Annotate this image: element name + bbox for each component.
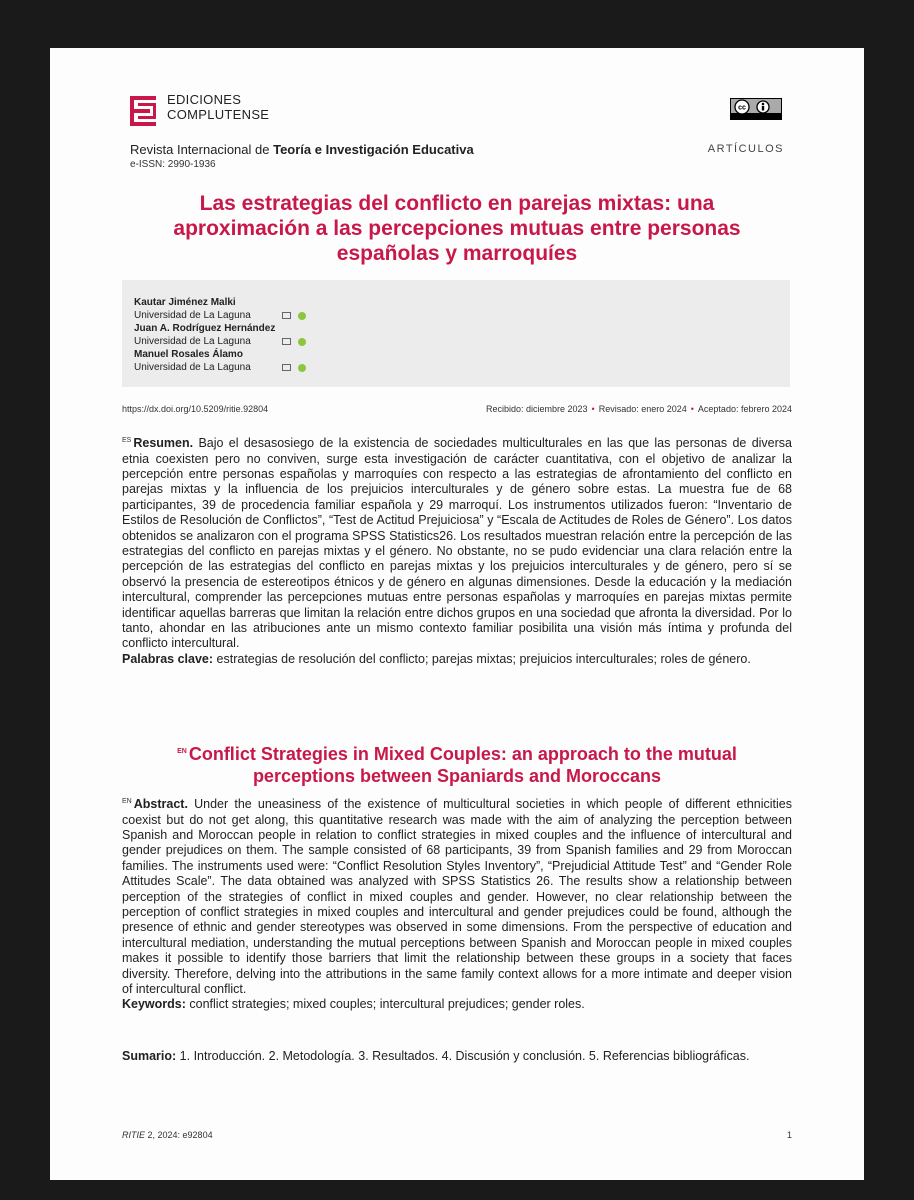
email-icon[interactable] [282, 338, 291, 345]
date-revised: Revisado: enero 2024 [598, 404, 687, 414]
abstract-es-text: Bajo el desasosiego de la existencia de sociedades multiculturales en las que las personas de diversa etnia coexisten pero no conviven, surge esta investigación de carácter cuantitativa, con el objetivo de analizar la percepción entre personas españolas y marroquíes con respecto a las estrategias de afrontamiento del conflicto en parejas mixtas y la influencia de los prejuicios interculturales y de género sobre estas. La muestra fue de 68 participantes, 39 de procedencia familiar española y 29 marroquí. Los instrumentos utilizados fueron: “Inventario de Estilos de Resolución de Conflictos”, “Test de Actitud Prejuiciosa” y “Escala de Actitudes de Roles de Género”. Los datos obtenidos se analizaron con el programa SPSS Statistics26. Los resultados muestran relación entre la percepción de las estrategias del conflicto en parejas mixtas y el género. No obstante, no se pudo evidenciar una clara relación entre la percepción de las estrategias del conflicto en parejas mixtas y los prejuicios interculturales y de género, pero sí se observó la presencia de estereotipos étnicos y de género en algunas dimensiones. Desde la educación y la mediación intercultural, comprender las percepciones mutuas entre personas españolas y marroquíes en parejas mixtas permite identificar aquellas barreras que limitan la relación entre dichos grupos en una sociedad que afronta la diversidad. Por lo tanto, ahondar en las atribuciones ante un mismo contexto familiar posibilita una visión más íntima y profunda del conflicto intercultural. [122, 436, 792, 651]
page-number: 1 [786, 1130, 792, 1140]
keywords-en: conflict strategies; mixed couples; intercultural prejudices; gender roles. [189, 997, 585, 1012]
journal-name-bold: Teoría e Investigación Educativa [273, 142, 474, 157]
author-affiliation: Universidad de La Laguna [134, 336, 251, 347]
author-affiliation: Universidad de La Laguna [134, 362, 251, 373]
date-accepted: Aceptado: febrero 2024 [697, 404, 792, 414]
footer-citation-text: 2, 2024: e92804 [145, 1130, 213, 1140]
summary-label: Sumario: [122, 1049, 177, 1063]
article-page [50, 48, 864, 1180]
summary [122, 1049, 792, 1064]
footer-citation [122, 1130, 213, 1140]
author-name: Manuel Rosales Álamo [134, 349, 243, 360]
email-icon[interactable] [282, 364, 291, 371]
article-title: Las estrategias del conflicto en parejas mixtas: una aproximación a las percepciones mutuas entre personas españolas y marroquíes [173, 192, 741, 265]
author-name: Juan A. Rodríguez Hernández [134, 323, 276, 334]
english-title-text: Conflict Strategies in Mixed Couples: an approach to the mutual perceptions between Spaniards and Moroccans [188, 744, 737, 786]
journal-name [130, 142, 474, 157]
lang-tag-es: ES [122, 437, 132, 444]
footer-journal: RITIE [122, 1130, 146, 1140]
keywords-en-label: Keywords: [122, 997, 186, 1012]
authors-box [122, 280, 790, 387]
publisher-line1: EDICIONES [167, 92, 242, 107]
author-affiliation: Universidad de La Laguna [134, 310, 251, 321]
journal-name-plain: Revista Internacional de [130, 142, 274, 157]
abstract-es [122, 433, 792, 667]
abstract-es-label: Resumen. [133, 436, 194, 451]
keywords-es-label: Palabras clave: [122, 651, 214, 666]
publisher-name [167, 92, 269, 122]
svg-text:cc: cc [738, 104, 746, 112]
abstract-en-label: Abstract. [133, 797, 188, 812]
abstract-en [122, 794, 792, 1013]
lang-tag-en: EN [122, 798, 132, 805]
english-title [130, 741, 784, 787]
orcid-icon[interactable] [298, 364, 306, 372]
author-name: Kautar Jiménez Malki [134, 297, 236, 308]
email-icon[interactable] [282, 312, 291, 319]
section-label: ARTÍCULOS [707, 143, 784, 155]
ediciones-complutense-logo-icon [130, 96, 156, 126]
lang-tag-en-title: EN [177, 748, 187, 755]
issn: e-ISSN: 2990-1936 [130, 159, 216, 170]
doi-link[interactable]: https://dx.doi.org/10.5209/ritie.92804 [122, 404, 269, 414]
cc-by-icon[interactable] [730, 98, 782, 120]
abstract-en-text: Under the uneasiness of the existence of multicultural societies in which people of different ethnicities coexist but do not get along, this quantitative research was made with the aim of analyzing the perception between Spanish and Moroccan people in relation to conflict strategies in mixed couples and the influence of intercultural and gender prejudices on them. The sample consisted of 68 participants, 39 from Spanish families and 29 from Moroccan families. The instruments used were: “Conflict Resolution Styles Inventory”, “Prejudicial Attitude Test” and “Gender Role Attitudes Scale”. The data obtained was analyzed with SPSS Statistics 26. The results show a relationship between perception of the strategies of conflict in mixed couples and gender. However, no clear relationship between the perception of conflict strategies in mixed couples and intercultural and gender prejudices could be found, although the presence of ethnic and gender stereotypes was observed in some dimensions. From the perspective of education and intercultural mediation, understanding the mutual perceptions between Spanish and Moroccan people in mixed couples makes it possible to identify those barriers that limit the relationship between these groups in a society that faces diversity. Therefore, delving into the attributions in the same family context allows for a more intimate and deeper vision of intercultural conflict. [122, 797, 792, 997]
date-received: Recibido: diciembre 2023 [485, 404, 588, 414]
publisher-line2: COMPLUTENSE [167, 107, 270, 122]
orcid-icon[interactable] [298, 312, 306, 320]
summary-text: 1. Introducción. 2. Metodología. 3. Resultados. 4. Discusión y conclusión. 5. Referencias bibliográficas. [179, 1049, 750, 1063]
keywords-es: estrategias de resolución del conflicto; parejas mixtas; prejuicios interculturales; roles de género. [216, 651, 751, 666]
publication-dates: Recibido: diciembre 2023 • Revisado: enero 2024 • Aceptado: febrero 2024 [485, 404, 792, 414]
orcid-icon[interactable] [298, 338, 306, 346]
